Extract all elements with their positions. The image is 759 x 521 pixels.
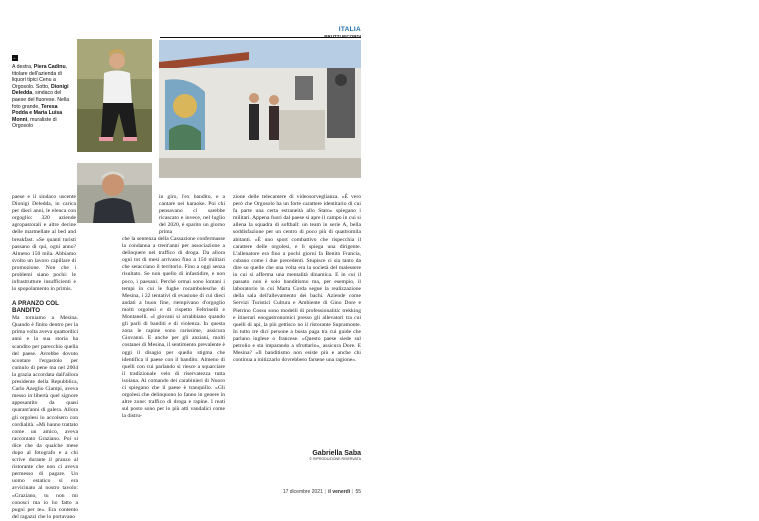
caption-text: , muraliste di Orgosolo <box>12 116 57 130</box>
article-column-1-top <box>12 194 76 293</box>
caption-name: Teresa Podda e Maria Luisa Monni <box>12 103 63 123</box>
author-name: Gabriella Saba <box>312 450 361 457</box>
article-paragraph: che la sentenza della Cassazione confermasse la condanna a trent'anni per associazione a delinquere nel traffico di droga. Da allora ogni tot di mesi arrivano fino a 150 militari che setacciano il territorio. Fino a oggi senza risultato. Se non quello di infastidire, e non poco, i paesani. Perché ormai sono lontani i tempi in cui le fughe rocambolesche di Mesina, i 22 tentativi di evasione di cui dieci andati a buon fine, riempivano d'orgoglio molti orgolesi e di rispetto Feltrinelli e Montanelli. «I giovani si arrabbiano quando gli parli di banditi e di violenza. In questa zona le rapine sono rarissime, assicura Giovanni. E anche per gli anziani, molti costanei di Mesina, il sentimento prevalente è oggi il disagio per quello stigma che identifica il paese con il bandito. Almeno di quelli con cui parlando si riesce a squarciare il tradizionale velo di riservatezza tutta isolana. Al comando dei carabinieri di Nuoro ci spiegano che il paese è tranquillo. «Gli orgolesi che delinquono lo fanno in genere in altre zone: traffico di droga e rapine. I reati sul posto sono per lo più atti vandalici come la distru- <box>122 236 225 420</box>
article-paragraph: Ma torniamo a Mesina. Quando è finito dentro per la prima volta aveva quattordici anni e la sua storia ha scandito per parecchio quella del paese. Avrebbe dovuto scontare l'ergastolo per cumulo di pene ma nel 2004 la grazia accordata dall'allora presidente della Repubblica, Carlo Azeglio Ciampi, aveva messo in libertà quel signore appesantito da quasi quarant'anni di galera. Allora gli orgolesi lo accolsero con cordialità. «Mi hanno trattato come un amico, aveva raccontato Graziano. Poi si dice che da qualche mese dopo al fotografo e a chi scrive durante il pranzo al ristorante che non ci aveva permesso di pagare. Un uomo estatico si era avvicinato al nostro tavolo: «Graziano, tu non mi conosci ma io ho fatto a pugni per te». Era contento del ragazzi che lo portavano <box>12 315 78 520</box>
page-footer: 17 dicembre 2021 | il venerdì | 55 <box>282 489 361 495</box>
arrow-left-icon: ← <box>12 55 18 61</box>
article-signature <box>290 450 361 461</box>
photo-caption <box>12 55 72 130</box>
caption-name: Piera Cadinu <box>33 64 66 70</box>
page-number: 55 <box>355 489 361 495</box>
article-paragraph: paese e il sindaco uscente Dionigi Deledda, in carica per dieci anni, le elenca con orgoglio: 320 aziende agropastorali e altre decine delle marmellate al bed and breakfast. «Se quanti turisti passano di qui, ogni anno? Almeno 150 mila. Abbiamo svolto un lavoro capillare di promozione. Non che i problemi siano pochi: le infrastrutture insufficienti e lo spopolamento in primis. <box>12 194 76 293</box>
photo-dionigi-deledda <box>77 163 152 223</box>
article-column-1 <box>12 296 78 521</box>
article-paragraph: zione delle telecamere di videosorveglianza. «È vero però che Orgosolo ha un forte carattere identitario di cui fa parte una certa estraneità allo Stato» spiegano i militari. Appena fuori dal paese si apre il campo in cui si allena la squadra di softball: un team in serie A, bella soddisfazione per un centro di poco più di quattromila abitanti. «È uno sport combattivo che rispecchia il carattere delle orgolesi, e lì spiega una dirigente. L'allenatore era fino a pochi giorni fa Benito Francia, cubano come i due precedenti. Stupisce ci sia tanto da dire su quelle che una volta era la società del malessere in cui si afferma una mentalità dinamica. E in cui il passato non è solo banditismo ma, per esempio, il laboratorio in cui Marta Corda segue la realizzazione della sala dell'allevamento dei bachi. Aziende come Servizi Turistici Cultura e Ambiente di Gino Dore e Pietrino Cossu sono modelli di professionalità: trekking e itinerari enogastronomici presso gli allevatori tra cui quelli di api, la più gettisco no il ristorante Supramonte. In tutto tre dici persone a busta paga tra cui guide che parlano inglese o francese. «Questo paese siede sul petrolio e sta imparando a sfruttarlo», assicura Dore. E Mesina? «Il banditismo non esiste più e anche chi continua a mitizzarlo dovrebbero farsene una ragione». <box>233 194 361 364</box>
copyright-note: © RIPRODUZIONE RISERVATA <box>309 457 361 461</box>
article-column-2 <box>122 236 225 420</box>
article-paragraph: in giro, l'ex bandito, e a cantare nei karaoke. Poi chi pensavano ci sarebbe ricascato e invece, nel luglio del 2020, è sparito un giorno prima <box>159 194 225 236</box>
article-column-3 <box>233 194 361 364</box>
article-subheading: A PRANZO COL BANDITO <box>12 300 59 315</box>
header-rule <box>160 37 361 38</box>
caption-text: , sindaco del paese del fiuorese. Nella foto grande, <box>12 90 70 110</box>
caption-name: Dionigi Deledda <box>12 83 69 97</box>
issue-date: 17 dicembre 2021 <box>282 489 323 495</box>
article-column-2-top <box>159 194 225 237</box>
photo-piera-cadinu <box>77 39 152 152</box>
magazine-name: il venerdì <box>328 489 351 495</box>
caption-text: A destra, <box>12 64 34 70</box>
section-title: ITALIA <box>338 26 361 33</box>
photo-muraliste-orgosolo <box>159 40 361 178</box>
caption-text: , titolare dell'azienda di liquori tipici Cenu a Orgosolo. Sotto, <box>12 64 68 90</box>
